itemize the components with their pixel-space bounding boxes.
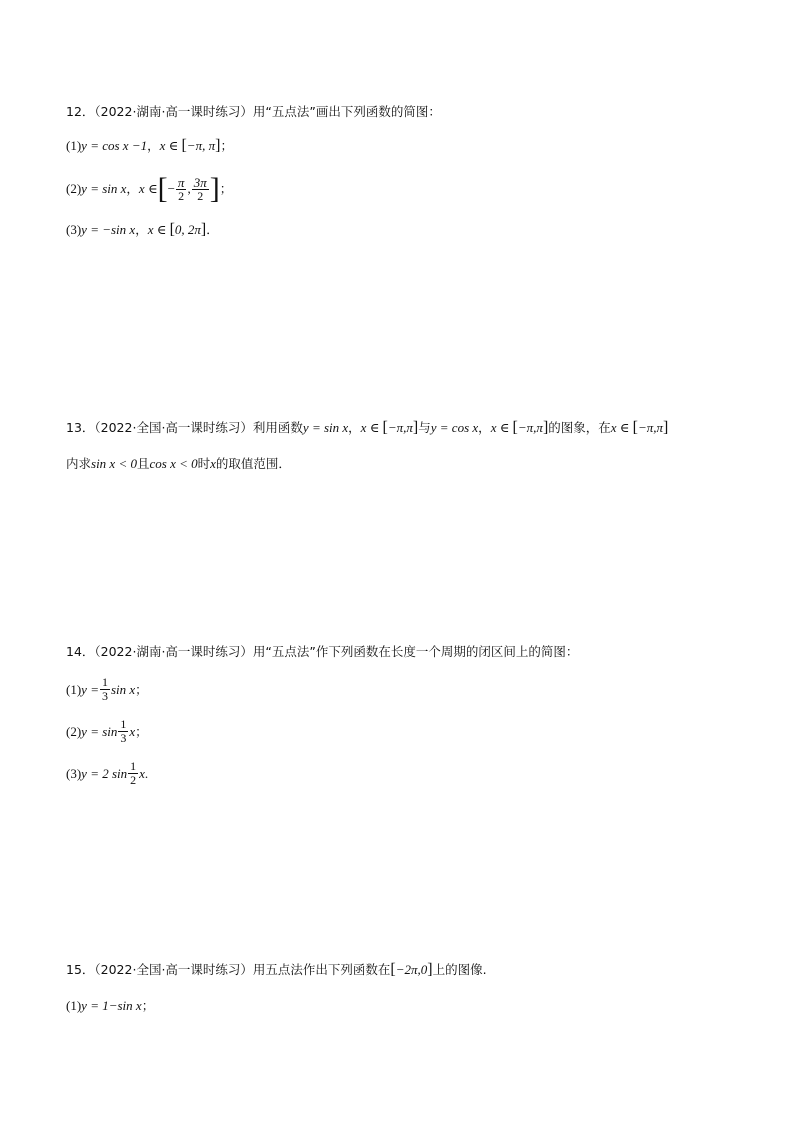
q12-header: 12．（2022·湖南·高一课时练习）用“五点法”画出下列函数的简图： bbox=[66, 104, 441, 119]
fraction: $\frac{3\pi}{2}$ bbox=[193, 174, 207, 203]
q15-part1: (1) y = 1−sin x ； bbox=[66, 998, 155, 1013]
q14-part1: (1) y = $\frac{1}{3}$ sin x ； bbox=[66, 675, 148, 703]
fraction: $\frac{1}{3}$ bbox=[120, 717, 127, 745]
fraction: $\frac{1}{2}$ bbox=[130, 759, 137, 787]
q14-part3: (3) y = 2 sin $\frac{1}{2}$ x . bbox=[66, 759, 149, 787]
q15-header: 15．（2022·全国·高一课时练习）用五点法作出下列函数在 [ −2π,0 ] 上的图像. bbox=[66, 961, 487, 978]
q12-part1: (1) y = cos x −1 ， x ∈ [ −π, π ] ； bbox=[66, 137, 233, 154]
fraction: $\frac{1}{3}$ bbox=[101, 675, 108, 703]
q12-part2: (2) y = sin x ， x ∈ [ − $\frac{\pi}{2}$ , $\frac{3\pi}{2}$ ] ； bbox=[66, 172, 233, 205]
q12-part3: (3) y = −sin x ， x ∈ [ 0, 2π ] ． bbox=[66, 221, 219, 238]
q13-line2: 内求 sin x < 0 且 cos x < 0 时 x 的取值范围． bbox=[66, 456, 291, 471]
q13-line1: 13．（2022·全国·高一课时练习）利用函数 y = sin x ， x ∈ [ −π,π ] 与 y = cos x ， x ∈ [ −π,π ] 的图象，在 x ∈ [ −π,π ] bbox=[66, 419, 669, 436]
q14-part2: (2) y = sin $\frac{1}{3}$ x ； bbox=[66, 717, 148, 745]
fraction: $\frac{\pi}{2}$ bbox=[177, 174, 185, 203]
q14-header: 14．（2022·湖南·高一课时练习）用“五点法”作下列函数在长度一个周期的闭区间上的简图： bbox=[66, 644, 579, 659]
